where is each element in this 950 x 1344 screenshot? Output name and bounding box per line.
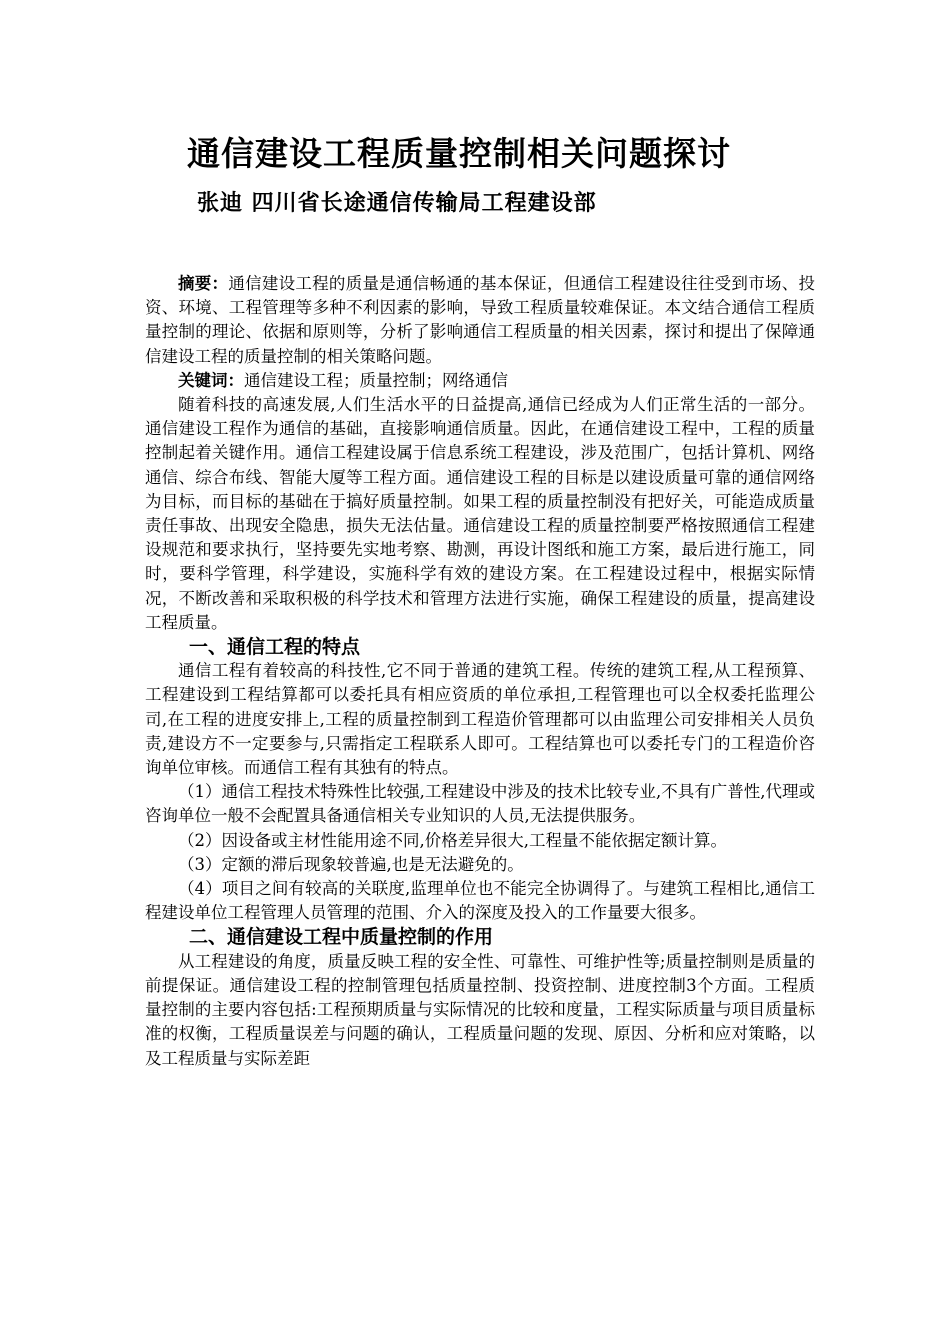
abstract-label: 摘要： — [178, 274, 229, 293]
intro-paragraph: 随着科技的高速发展,人们生活水平的日益提高,通信已经成为人们正常生活的一部分。通信建设工程作为通信的基础，直接影响通信质量。因此，在通信建设工程中，工程的质量控制起着关键作用。通信工程建设属于信息系统工程建设，涉及范围广，包括计算机、网络通信、综合布线、智能大厦等工程方面。通信建设工程的目标是以建设质量可靠的通信网络为目标，而目标的基础在于搞好质量控制。如果工程的质量控制没有把好关，可能造成质量责任事故、出现安全隐患，损失无法估量。通信建设工程的质量控制要严格按照通信工程建设规范和要求执行，坚持要先实地考察、勘测，再设计图纸和施工方案，最后进行施工，同时，要科学管理，科学建设，实施科学有效的建设方案。在工程建设过程中，根据实际情况，不断改善和采取积极的科学技术和管理方法进行实施，确保工程建设的质量，提高建设工程质量。 — [145, 395, 815, 632]
keywords-text: 通信建设工程；质量控制；网络通信 — [244, 370, 508, 390]
document-title: 通信建设工程质量控制相关问题探讨 — [187, 134, 731, 173]
list-item: （4）项目之间有较高的关联度,监理单位也不能完全协调得了。与建筑工程相比,通信工程建设单位工程管理人员管理的范围、介入的深度及投入的工作量要大很多。 — [145, 879, 815, 923]
list-item: （1）通信工程技术特殊性比较强,工程建设中涉及的技术比较专业,不具有广普性,代理或咨询单位一般不会配置具备通信相关专业知识的人员,无法提供服务。 — [145, 782, 815, 826]
section2-paragraph: 从工程建设的角度，质量反映工程的安全性、可靠性、可维护性等;质量控制则是质量的前提保证。通信建设工程的控制管理包括质量控制、投资控制、进度控制3个方面。工程质量控制的主要内容包括:工程预期质量与实际情况的比较和度量，工程实际质量与项目质量标准的权衡，工程质量误差与问题的确认，工程质量问题的发现、原因、分析和应对策略，以及工程质量与实际差距 — [145, 951, 815, 1068]
document-body — [145, 272, 815, 1071]
keywords-label: 关键词： — [178, 370, 244, 390]
section-heading-1: 一、通信工程的特点 — [189, 636, 361, 659]
keywords-paragraph — [145, 369, 815, 393]
abstract-paragraph — [145, 272, 815, 369]
section-heading-2: 二、通信建设工程中质量控制的作用 — [189, 926, 494, 949]
author-affiliation: 张迪 四川省长途通信传输局工程建设部 — [197, 190, 597, 216]
list-item: （3）定额的滞后现象较普遍,也是无法避免的。 — [178, 854, 524, 874]
abstract-text: 通信建设工程的质量是通信畅通的基本保证，但通信工程建设往往受到市场、投资、环境、工程管理等多种不利因素的影响，导致工程质量较难保证。本文结合通信工程质量控制的理论、依据和原则等，分析了影响通信工程质量的相关因素，探讨和提出了保障通信建设工程的质量控制的相关策略问题。 — [145, 274, 816, 366]
list-item: （2）因设备或主材性能用途不同,价格差异很大,工程量不能依据定额计算。 — [178, 830, 727, 850]
section1-paragraph: 通信工程有着较高的科技性,它不同于普通的建筑工程。传统的建筑工程,从工程预算、工程建设到工程结算都可以委托具有相应资质的单位承担,工程管理也可以全权委托监理公司,在工程的进度安排上,工程的质量控制到工程造价管理都可以由监理公司安排相关人员负责,建设方不一定要参与,只需指定工程联系人即可。工程结算也可以委托专门的工程造价咨询单位审核。而通信工程有其独有的特点。 — [145, 661, 815, 778]
